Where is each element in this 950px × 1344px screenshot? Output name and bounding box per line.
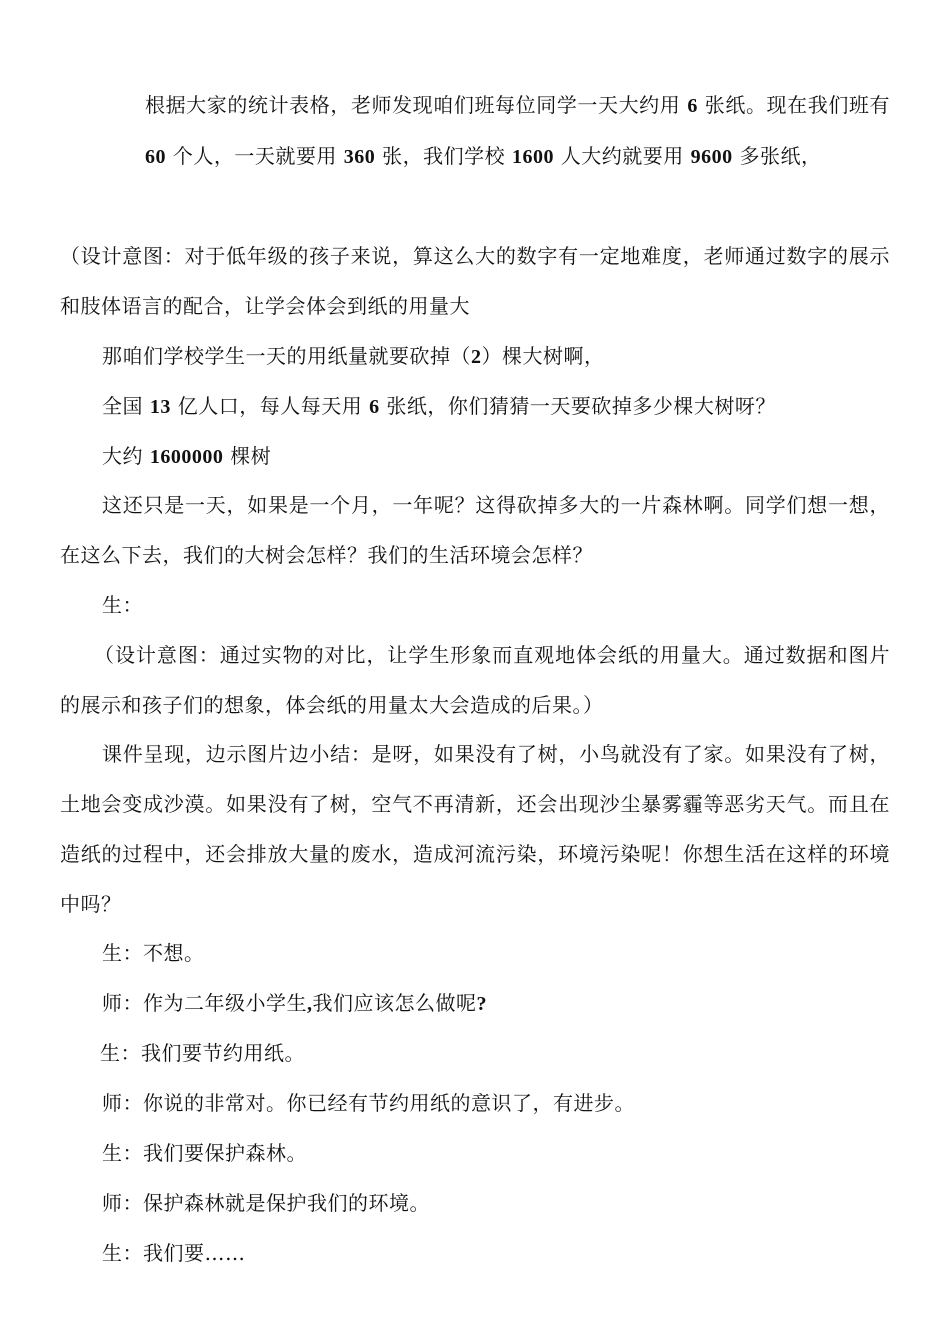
paragraph-design-intent-2 [60,630,890,730]
text-run: 生：不想。 [102,941,205,965]
bold-number: 1600000 [149,446,224,468]
text-run: 亿人口，每人每天用 [170,394,370,418]
text-run: 生：我们要保护森林。 [102,1141,307,1165]
text-run: ）棵大树啊， [481,344,605,368]
text-run: 课件呈现，边示图片边小结：是呀，如果没有了树，小鸟就没有了家。如果没有了树，土地会变成沙漠。如果没有了树，空气不再清新，还会出现沙尘暴雾霾等恶劣天气。而且在造纸的过程中，还会排放大量的废水，造成河流污染，环境污染呢！你想生活在这样的环境中吗？ [60,742,890,916]
text-run: （设计意图：通过实物的对比，让学生形象而直观地体会纸的用量大。通过数据和图片的展示和孩子们的想象，体会纸的用量太大会造成的后果。） [60,643,890,717]
text-run: （设计意图：对于低年级的孩子来说，算这么大的数字有一定地难度，老师通过数字的展示和肢体语言的配合，让学会体会到纸的用量大 [60,244,890,318]
paragraph-trees-cut-school [60,331,890,382]
text-run: 那咱们学校学生一天的用纸量就要砍掉（ [102,344,471,368]
bold-number: 6 [369,396,380,418]
bold-number: 13 [149,396,171,418]
dialogue-student-4 [60,1228,890,1278]
paragraph-tree-estimate [60,431,890,482]
text-run: 全国 [102,394,150,418]
bold-number: ? [476,993,487,1015]
paragraph-courseware-summary [60,729,890,929]
text-run: 张，我们学校 [375,144,512,168]
paragraph-month-year-question [60,480,890,580]
bold-number: 9600 [690,146,733,168]
text-run: 个人，一天就要用 [166,144,344,168]
text-run: 师：保护森林就是保护我们的环境。 [102,1191,430,1215]
text-run: 生： [102,593,143,617]
text-run: 棵树 [223,444,272,468]
text-run: 多张纸， [732,144,822,168]
dialogue-student-1 [60,928,890,978]
bold-number: 1600 [511,146,554,168]
text-run: 生：我们要节约用纸。 [100,1041,305,1065]
text-run: 这还只是一天，如果是一个月，一年呢？这得砍掉多大的一片森林啊。同学们想一想，在这么下去，我们的大树会怎样？我们的生活环境会怎样？ [60,493,890,567]
paragraph-design-intent-1 [60,231,890,331]
text-run: 大约 [102,444,150,468]
dialogue-teacher-1 [60,978,890,1029]
bold-number: 6 [687,95,698,117]
dialogue-teacher-2 [60,1078,890,1128]
paragraph-paper-usage-stats [145,80,890,182]
bold-number: 2 [471,346,482,368]
bold-number: 360 [343,146,376,168]
text-run: 张纸，你们猜猜一天要砍掉多少棵大树呀？ [379,394,776,418]
dialogue-student-2 [60,1028,890,1078]
dialogue-student-3 [60,1128,890,1178]
text-run: 我们应该怎么做呢 [312,991,477,1015]
bold-number: 60 [145,146,166,168]
text-run: 张纸。现在我们班有 [697,93,891,117]
bold-number: , [307,993,313,1015]
dialogue-teacher-3 [60,1178,890,1228]
text-run: 根据大家的统计表格，老师发现咱们班每位同学一天大约用 [145,93,688,117]
text-run: 师：作为二年级小学生 [102,991,307,1015]
text-run: 师：你说的非常对。你已经有节约用纸的意识了，有进步。 [102,1091,635,1115]
paragraph-student-blank [60,580,890,630]
text-run: 人大约就要用 [553,144,691,168]
text-run: 生：我们要…… [102,1241,246,1265]
paragraph-national-question [60,381,890,432]
